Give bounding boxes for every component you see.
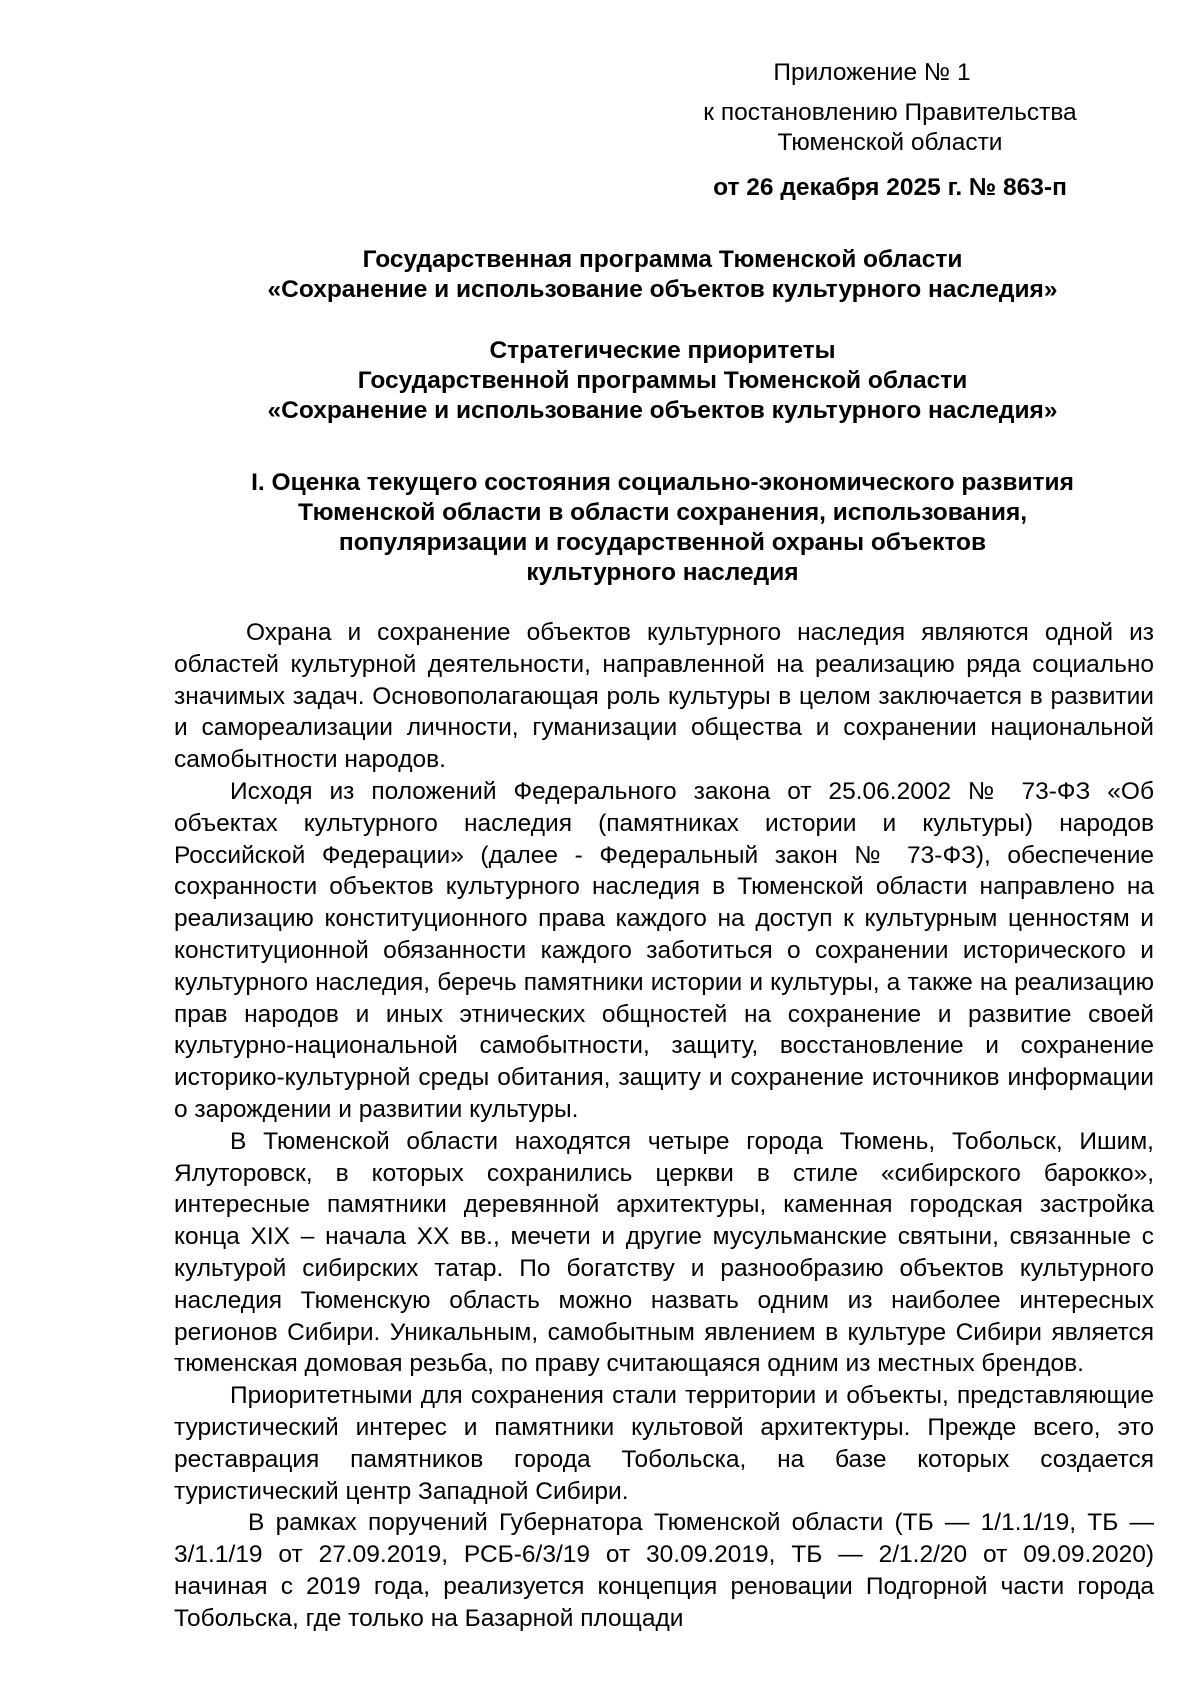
program-title [170, 245, 1155, 305]
section-heading [170, 468, 1155, 588]
body-paragraph: Исходя из положений Федерального закона от 25.06.2002 № 73-ФЗ «Об объектах культурного наследия (памятниках истории и культуры) народов Российской Федерации» (далее - Федеральный закон № 73-ФЗ), обеспечение сохранности объектов культурного наследия в Тюменской области направлено на реализацию конституционного права каждого на доступ к культурным ценностям и конституционной обязанности каждого заботиться о сохранении исторического и культурного наследия, беречь памятники истории и культуры, а также на реализацию прав народов и иных этнических общностей на сохранение и развитие своей культурно-национальной самобытности, защиту, восстановление и сохранение историко-культурной среды обитания, защиту и сохранение источников информации о зарождении и развитии культуры. [174, 777, 1154, 1123]
section-heading-line: Тюменской области в области сохранения, использования, [297, 499, 1028, 526]
body-paragraph: В Тюменской области находятся четыре города Тюмень, Тобольск, Ишим, Ялуторовск, в которых сохранились церкви в стиле «сибирского барокко», интересные памятники деревянной архитектуры, каменная городская застройка конца XIX – начала XX вв., мечети и другие мусульманские святыни, связанные с культурой сибирских татар. По богатству и разнообразию объектов культурного наследия Тюменскую область можно назвать одним из наиболее интересных регионов Сибири. Уникальным, самобытным явлением в культуре Сибири является тюменская домовая резьба, по праву считающаяся одним из местных брендов. [174, 1127, 1154, 1378]
appendix-region: Тюменской области [777, 129, 1003, 156]
strategic-title-line: Государственной программы Тюменской области [357, 367, 968, 394]
program-title-line: Государственная программа Тюменской области [362, 246, 963, 273]
strategic-title-line: «Сохранение и использование объектов культурного наследия» [267, 397, 1058, 424]
document-body [174, 617, 1154, 1635]
body-paragraph: В рамках поручений Губернатора Тюменской области (ТБ — 1/1.1/19, ТБ — 3/1.1/19 от 27.09.2019, РСБ-6/3/19 от 30.09.2019, ТБ — 2/1.2/20 от 09.09.2020) начиная с 2019 года, реализуется концепция реновации Подгорной части города Тобольска, где только на Базарной площади [174, 1509, 1154, 1632]
strategic-priorities-title [170, 336, 1155, 426]
program-title-line: «Сохранение и использование объектов культурного наследия» [267, 276, 1058, 303]
section-heading-line: культурного наследия [526, 559, 799, 586]
appendix-date: от 26 декабря 2025 г. № 863-п [713, 174, 1067, 201]
appendix-number: Приложение № 1 [773, 59, 971, 86]
body-paragraph: Охрана и сохранение объектов культурного наследия являются одной из областей культурной деятельности, направленной на реализацию ряда социально значимых задач. Основополагающая роль культуры в целом заключается в развитии и самореализации личности, гуманизации общества и сохранении национальной самобытности народов. [174, 619, 1154, 774]
section-heading-line: популяризации и государственной охраны объектов [338, 529, 987, 556]
strategic-title-line: Стратегические приоритеты [489, 337, 836, 364]
appendix-resolution: к постановлению Правительства [703, 99, 1077, 126]
section-heading-line: I. Оценка текущего состояния социально-экономического развития [251, 469, 1074, 496]
body-paragraph: Приоритетными для сохранения стали территории и объекты, представляющие туристический интерес и памятники культовой архитектуры. Прежде всего, это реставрация памятников города Тобольска, на базе которых создается туристический центр Западной Сибири. [174, 1382, 1154, 1505]
